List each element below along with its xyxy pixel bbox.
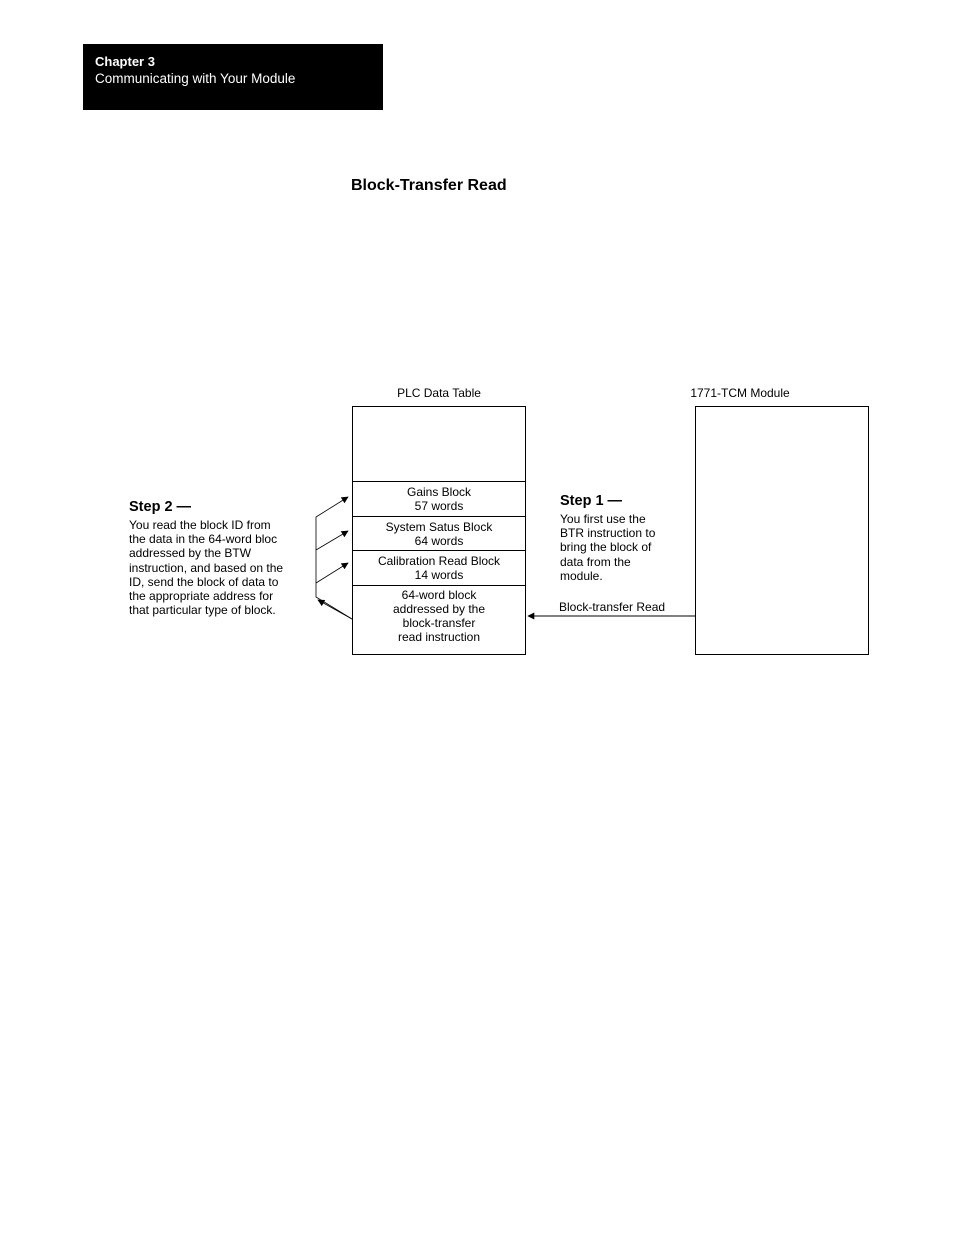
block-transfer-read-label: Block-transfer Read xyxy=(559,600,666,614)
back-arrow xyxy=(318,600,352,619)
block-text-line: 64-word block xyxy=(401,588,477,602)
step2-text: You read the block ID from the data in the 64-word bloc addressed by the BTW instruction, and based on the ID, send the block of data to the appropriate address for that particular type of block. xyxy=(129,518,284,618)
step1-text: You first use the BTR instruction to bring the block of data from the module. xyxy=(560,512,656,583)
block-text-line: read instruction xyxy=(397,630,481,644)
chapter-title: Communicating with Your Module xyxy=(95,71,296,86)
block-size: 57 words xyxy=(414,499,464,513)
block-name: System Satus Block xyxy=(385,519,493,534)
block-name: Calibration Read Block xyxy=(377,554,501,568)
block-size: 14 words xyxy=(414,568,464,582)
to-calibration-arrow xyxy=(316,563,352,619)
module-label: 1771-TCM Module xyxy=(690,386,790,400)
plc-data-table-label: PLC Data Table xyxy=(397,386,481,400)
block-text-line: addressed by the xyxy=(392,602,486,616)
block-size: 64 words xyxy=(414,533,464,548)
step2-heading: Step 2 — xyxy=(129,499,192,515)
block-text-line: block-transfer xyxy=(402,616,476,630)
figure-title: Block-Transfer Read xyxy=(351,177,507,194)
chapter-number: Chapter 3 xyxy=(95,54,155,69)
block-name: Gains Block xyxy=(406,485,472,499)
step1-heading: Step 1 — xyxy=(560,493,623,509)
to-gains-arrow xyxy=(316,497,348,550)
to-system-status-arrow xyxy=(316,531,348,583)
